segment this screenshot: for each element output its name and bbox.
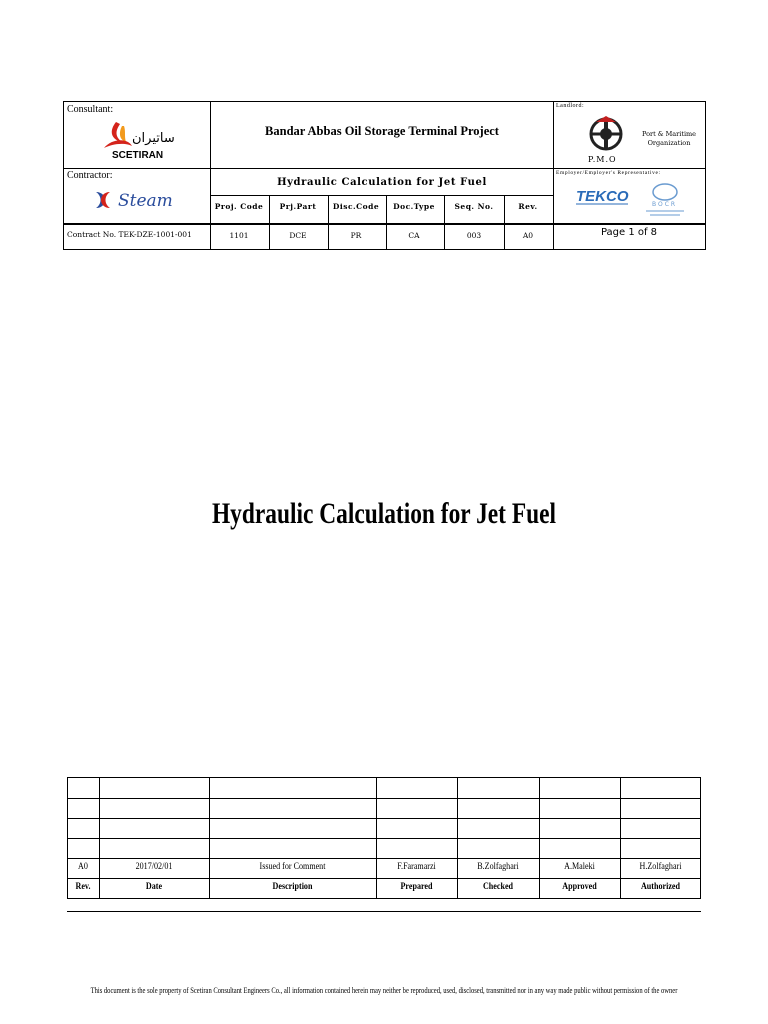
contract-number: Contract No. TEK-DZE-1001-001	[67, 230, 192, 239]
rev-cell-approved: A.Maleki	[564, 862, 595, 872]
tekco-logo	[572, 185, 632, 207]
rev-cell-date: 2017/02/01	[135, 862, 173, 872]
code-header-disc: Disc.Code	[332, 202, 380, 211]
revision-table	[67, 777, 701, 899]
landlord-org: Port & Maritime Organization	[641, 130, 697, 147]
employer-label: Employer/Employer's Representative:	[556, 170, 661, 176]
scetiran-logo	[102, 118, 177, 162]
rev-cell-prepared: F.Faramarzi	[397, 862, 436, 872]
code-header-part: Prj.Part	[279, 202, 317, 211]
document-subject: Hydraulic Calculation for Jet Fuel	[277, 177, 487, 188]
code-header-rev: Rev.	[518, 202, 538, 211]
svg-text:P.M.O: P.M.O	[588, 155, 617, 164]
code-value-type: CA	[408, 231, 420, 240]
code-value-disc: PR	[350, 231, 362, 240]
contractor-label: Contractor:	[67, 170, 113, 181]
rev-header-prepared: Prepared	[400, 882, 433, 892]
code-value-rev: A0	[522, 231, 534, 240]
project-title: Bandar Abbas Oil Storage Terminal Project	[265, 124, 499, 138]
rev-cell-description: Issued for Comment	[259, 862, 326, 872]
footer-disclaimer: This document is the sole property of Scetiran Consultant Engineers Co., all information contained herein may neither be reproduced, used, disclosed, transmitted nor in any way made public without permission of the owner	[90, 986, 678, 995]
steam-logo	[90, 186, 185, 214]
rev-cell-authorized: H.Zolfaghari	[639, 862, 682, 872]
main-title: Hydraulic Calculation for Jet Fuel	[211, 497, 557, 530]
code-header-proj: Proj. Code	[214, 202, 264, 211]
svg-text:ساتیران: ساتیران	[132, 131, 175, 146]
rev-header-approved: Approved	[562, 882, 597, 892]
rev-header-rev: Rev.	[75, 882, 91, 892]
svg-text:TEKCO: TEKCO	[576, 188, 629, 205]
bocr-logo	[640, 182, 690, 218]
landlord-label: Landlord:	[556, 103, 585, 109]
consultant-label: Consultant:	[67, 104, 114, 115]
code-header-type: Doc.Type	[393, 202, 435, 211]
svg-text:Steam: Steam	[118, 191, 173, 211]
code-header-seq: Seq. No.	[454, 202, 494, 211]
code-value-part: DCE	[289, 231, 307, 240]
code-value-proj: 1101	[229, 231, 249, 240]
code-value-seq: 003	[466, 231, 482, 240]
pmo-logo	[582, 114, 632, 166]
svg-text:BOCR: BOCR	[652, 201, 678, 208]
page-number: Page 1 of 8	[600, 227, 658, 238]
footer-divider	[67, 911, 701, 912]
rev-header-date: Date	[145, 882, 163, 892]
rev-header-checked: Checked	[482, 882, 514, 892]
rev-header-description: Description	[272, 882, 313, 892]
rev-header-authorized: Authorized	[640, 882, 681, 892]
svg-text:SCETIRAN: SCETIRAN	[112, 150, 164, 161]
rev-cell-checked: B.Zolfaghari	[477, 862, 519, 872]
rev-cell-rev: A0	[78, 862, 88, 872]
